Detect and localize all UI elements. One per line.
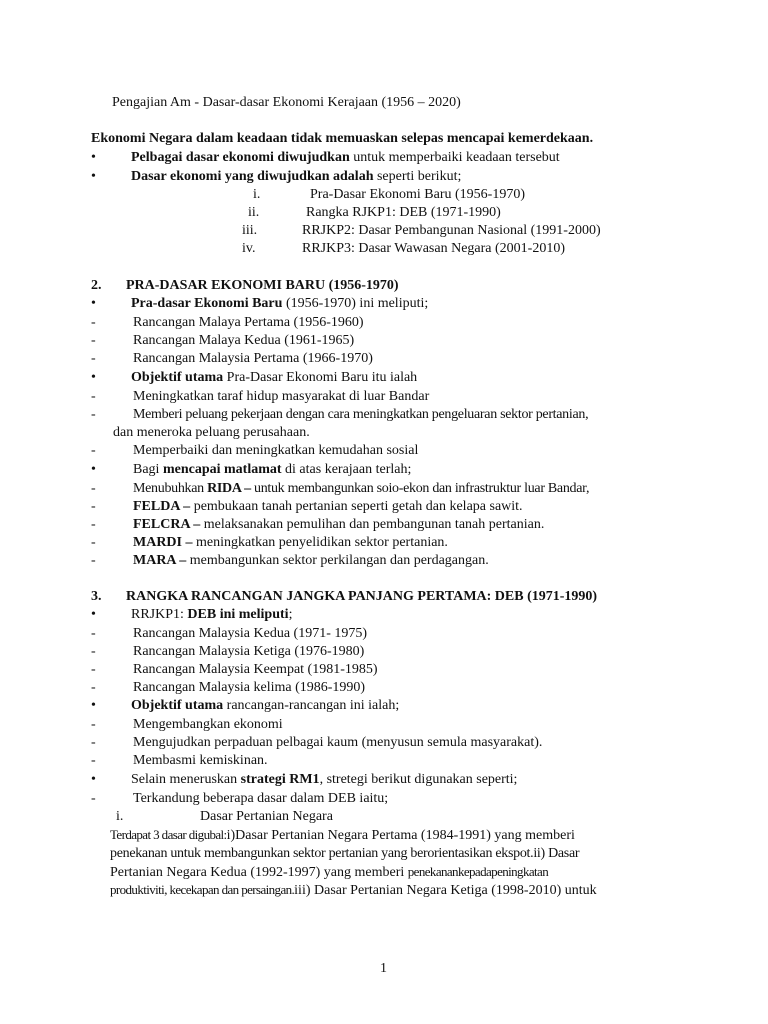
paragraph-line — [110, 863, 548, 882]
bullet-icon: • — [91, 607, 96, 622]
section-number: 2. — [91, 278, 102, 293]
text: ; — [288, 607, 293, 622]
list-item: RRJKP3: Dasar Wawasan Negara (2001-2010) — [302, 241, 565, 256]
text: rancangan-rancangan ini ialah; — [223, 698, 400, 713]
dash-icon: - — [91, 389, 96, 404]
list-number: iv. — [242, 241, 256, 256]
text: Selain meneruskan — [131, 772, 241, 787]
text: RRJKP1: — [131, 607, 188, 622]
list-item: Rancangan Malaysia Pertama (1966-1970) — [133, 351, 373, 366]
sub-number: i. — [116, 809, 124, 824]
bold-text: Dasar ekonomi yang diwujudkan adalah — [131, 169, 374, 184]
paragraph-line — [110, 881, 597, 900]
text: iii) Dasar Pertanian Negara Ketiga (1998-2010) untuk — [294, 883, 597, 898]
dash-icon: - — [91, 407, 96, 422]
list-item-continuation: dan meneroka peluang perusahaan. — [113, 425, 310, 440]
bullet-icon: • — [91, 772, 96, 787]
bullet-icon: • — [91, 462, 96, 477]
dash-icon: - — [91, 499, 96, 514]
dash-icon: - — [91, 351, 96, 366]
section3-strategy — [131, 771, 517, 789]
dash-icon: - — [91, 626, 96, 641]
text: Pertanian Negara Kedua (1992-1997) yang memberi — [110, 865, 408, 880]
section-number: 3. — [91, 589, 102, 604]
list-item: Rancangan Malaysia Keempat (1981-1985) — [133, 662, 378, 677]
bullet-icon: • — [91, 150, 96, 165]
dash-icon: - — [91, 535, 96, 550]
page-number: 1 — [380, 961, 387, 976]
list-item: Mengujudkan perpaduan pelbagai kaum (menyusun semula masyarakat). — [133, 735, 543, 750]
dash-icon: - — [91, 333, 96, 348]
list-item: Memberi peluang pekerjaan dengan cara meningkatkan pengeluaran sektor pertanian, — [133, 407, 589, 422]
list-item: Rancangan Malaysia Kedua (1971- 1975) — [133, 626, 368, 641]
list-item: Membasmi kemiskinan. — [133, 753, 268, 768]
list-item: Meningkatkan taraf hidup masyarakat di luar Bandar — [133, 389, 430, 404]
list-item: Rancangan Malaysia Ketiga (1976-1980) — [133, 644, 365, 659]
text: Menubuhkan — [133, 481, 208, 496]
dash-icon: - — [91, 717, 96, 732]
list-item: Rancangan Malaya Pertama (1956-1960) — [133, 315, 364, 330]
list-number: iii. — [242, 223, 258, 238]
text: (1956-1970) ini meliputi; — [282, 296, 429, 311]
document-header: Pengajian Am - Dasar-dasar Ekonomi Kerajaan (1956 – 2020) — [112, 95, 461, 110]
bold-text: DEB ini meliputi — [187, 607, 289, 622]
list-number: ii. — [248, 205, 260, 220]
bullet-icon: • — [91, 169, 96, 184]
dash-icon: - — [91, 735, 96, 750]
list-item: Terkandung beberapa dasar dalam DEB iaitu; — [133, 791, 389, 806]
text: Bagi — [133, 462, 163, 477]
list-item: RRJKP2: Dasar Pembangunan Nasional (1991-2000) — [302, 223, 601, 238]
bold-text: FELCRA – — [133, 517, 201, 532]
bullet-icon: • — [91, 296, 96, 311]
intro-bullet-1 — [131, 149, 560, 167]
dash-icon: - — [91, 662, 96, 677]
section2-intro — [131, 295, 428, 313]
list-item — [133, 552, 489, 570]
text: Pra-Dasar Ekonomi Baru itu ialah — [223, 370, 418, 385]
section3-objective — [131, 697, 399, 715]
dash-icon: - — [91, 644, 96, 659]
dash-icon: - — [91, 443, 96, 458]
bold-text: Objektif utama — [131, 370, 224, 385]
text: i)Dasar Pertanian Negara Pertama (1984-1991) yang memberi — [226, 828, 575, 843]
text: Terdapat 3 dasar digubal: — [110, 827, 227, 842]
list-item: Pra-Dasar Ekonomi Baru (1956-1970) — [310, 187, 526, 202]
intro-heading: Ekonomi Negara dalam keadaan tidak memuaskan selepas mencapai kemerdekaan. — [91, 131, 594, 146]
dash-icon: - — [91, 553, 96, 568]
bold-text: MARA – — [133, 553, 187, 568]
bold-text: Pra-dasar Ekonomi Baru — [131, 296, 283, 311]
section-title: RANGKA RANCANGAN JANGKA PANJANG PERTAMA: DEB (1971-1990) — [126, 589, 598, 604]
bold-text: Objektif utama — [131, 698, 224, 713]
bold-text: Pelbagai dasar ekonomi diwujudkan — [131, 150, 350, 165]
list-item: Rancangan Malaysia kelima (1986-1990) — [133, 680, 366, 695]
paragraph-line — [110, 826, 575, 845]
text: membangunkan sektor perkilangan dan perdagangan. — [186, 553, 489, 568]
paragraph-line: penekanan untuk membangunkan sektor pertanian yang berorientasikan ekspot.ii) Dasar — [110, 846, 580, 861]
list-item — [133, 534, 448, 552]
bold-text: FELDA – — [133, 499, 191, 514]
list-item — [133, 480, 589, 498]
list-item: Rancangan Malaya Kedua (1961-1965) — [133, 333, 355, 348]
text: meningkatkan penyelidikan sektor pertanian. — [192, 535, 448, 550]
dash-icon: - — [91, 791, 96, 806]
bold-text: RIDA – — [207, 481, 251, 496]
dash-icon: - — [91, 315, 96, 330]
bold-text: MARDI – — [133, 535, 193, 550]
list-number: i. — [253, 187, 261, 202]
section2-goal — [133, 461, 411, 479]
bullet-icon: • — [91, 370, 96, 385]
section2-objective — [131, 369, 417, 387]
list-item — [133, 516, 544, 534]
list-item: Memperbaiki dan meningkatkan kemudahan sosial — [133, 443, 419, 458]
intro-bullet-2 — [131, 168, 461, 186]
text: untuk memperbaiki keadaan tersebut — [349, 150, 560, 165]
text: untuk membangunkan soio-ekon dan infrastruktur luar Bandar, — [250, 481, 590, 496]
section-title: PRA-DASAR EKONOMI BARU (1956-1970) — [126, 278, 399, 293]
text: pembukaan tanah pertanian seperti getah dan kelapa sawit. — [190, 499, 523, 514]
text: melaksanakan pemulihan dan pembangunan tanah pertanian. — [200, 517, 545, 532]
bullet-icon: • — [91, 698, 96, 713]
list-item — [133, 498, 523, 516]
bold-text: strategi RM1 — [240, 772, 320, 787]
dash-icon: - — [91, 481, 96, 496]
text: seperti berikut; — [373, 169, 462, 184]
section3-intro — [131, 606, 292, 624]
dash-icon: - — [91, 753, 96, 768]
text: penekanankepadapeningkatan — [407, 864, 549, 879]
bold-text: mencapai matlamat — [162, 462, 282, 477]
text: produktiviti, kecekapan dan persaingan. — [110, 882, 295, 897]
sub-title: Dasar Pertanian Negara — [200, 809, 333, 824]
dash-icon: - — [91, 680, 96, 695]
list-item: Rangka RJKP1: DEB (1971-1990) — [306, 205, 501, 220]
list-item: Mengembangkan ekonomi — [133, 717, 283, 732]
text: , stretegi berikut digunakan seperti; — [319, 772, 518, 787]
text: di atas kerajaan terlah; — [281, 462, 412, 477]
dash-icon: - — [91, 517, 96, 532]
